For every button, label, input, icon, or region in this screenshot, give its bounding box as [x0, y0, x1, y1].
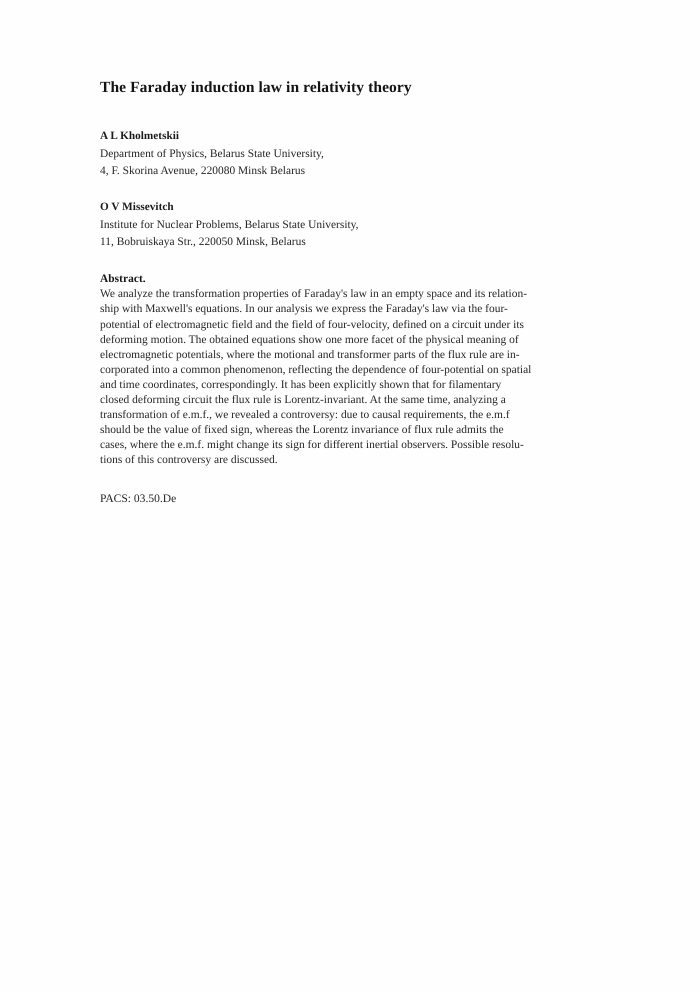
author-affiliation-line: 4, F. Skorina Avenue, 220080 Minsk Belarus [100, 164, 306, 177]
author-affiliation-line: Department of Physics, Belarus State University, [100, 148, 324, 161]
abstract-line: should be the value of fixed sign, whereas the Lorentz invariance of flux rule admits the [100, 424, 504, 437]
abstract-line: cases, where the e.m.f. might change its sign for different inertial observers. Possible resolu- [100, 439, 524, 452]
author-affiliation-line: 11, Bobruiskaya Str., 220050 Minsk, Belarus [100, 235, 306, 248]
abstract-line: corporated into a common phenomenon, reflecting the dependence of four-potential on spatial [100, 363, 532, 376]
abstract-heading: Abstract. [100, 273, 146, 286]
abstract-body [100, 287, 612, 468]
abstract-line: potential of electromagnetic field and the field of four-velocity, defined on a circuit under its [100, 318, 524, 331]
abstract-line: transformation of e.m.f., we revealed a controversy: due to causal requirements, the e.m.f [100, 409, 510, 422]
page-content [100, 78, 612, 508]
author-name: O V Missevitch [100, 201, 174, 214]
author-affiliation-line: Institute for Nuclear Problems, Belarus State University, [100, 219, 359, 232]
abstract-line: tions of this controversy are discussed. [100, 454, 278, 467]
abstract-line: electromagnetic potentials, where the motional and transformer parts of the flux rule are in- [100, 348, 520, 361]
author-block-1 [100, 129, 612, 179]
abstract-line: deforming motion. The obtained equations show one more facet of the physical meaning of [100, 333, 519, 346]
pacs-classification: PACS: 03.50.De [100, 493, 177, 506]
author-block-2 [100, 200, 612, 250]
abstract-line: We analyze the transformation properties of Faraday's law in an empty space and its relation- [100, 288, 528, 301]
abstract-section [100, 273, 612, 468]
page-title: The Faraday induction law in relativity theory [100, 79, 412, 96]
abstract-line: ship with Maxwell's equations. In our analysis we express the Faraday's law via the four- [100, 303, 508, 316]
author-name: A L Kholmetskii [100, 130, 180, 143]
abstract-line: and time coordinates, correspondingly. It has been explicitly shown that for filamentary [100, 378, 502, 391]
abstract-line: closed deforming circuit the flux rule is Lorentz-invariant. At the same time, analyzing a [100, 393, 506, 406]
